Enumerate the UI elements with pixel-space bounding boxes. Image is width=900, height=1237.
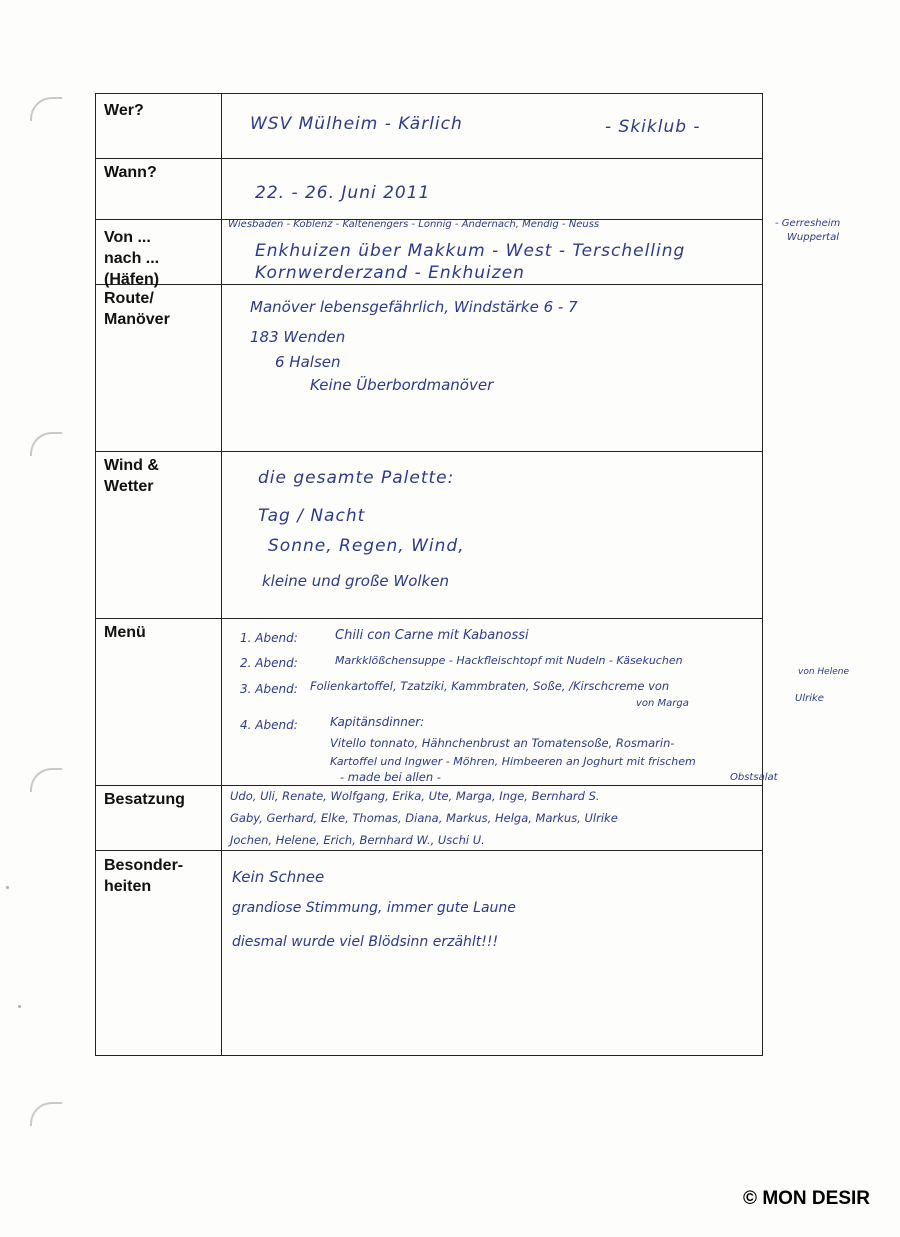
weather-label: Wind & Wetter: [104, 457, 159, 495]
who-entry: WSV Mülheim - Kärlich: [250, 114, 463, 134]
copyright-notice: © MON DESIR: [743, 1188, 870, 1209]
menu-dinner-line: Vitello tonnato, Hähnchenbrust an Tomatensoße, Rosmarin-: [330, 736, 675, 750]
menu-day: 2. Abend:: [240, 656, 298, 670]
route-label: Route/ Manöver: [104, 290, 170, 328]
route-entry: Manöver lebensgefährlich, Windstärke 6 - 7: [250, 298, 578, 316]
menu-dish: Folienkartoffel, Tzatziki, Kammbraten, Soße, /Kirschcreme von: [310, 679, 670, 693]
row-divider: [96, 451, 762, 452]
route-entry: Keine Überbordmanöver: [310, 376, 494, 394]
from-side-note: - Gerresheim: [775, 218, 841, 229]
route-entry: 183 Wenden: [250, 328, 346, 346]
punch-hole-mark: [30, 1102, 62, 1126]
menu-note: von Helene: [798, 667, 849, 677]
crew-label: Besatzung: [104, 791, 185, 808]
crew-line: Udo, Uli, Renate, Wolfgang, Erika, Ute, Marga, Inge, Bernhard S.: [230, 789, 600, 803]
who-label: Wer?: [104, 102, 144, 119]
weather-entry: Sonne, Regen, Wind,: [268, 536, 465, 556]
menu-note: Ulrike: [795, 693, 824, 704]
weather-entry: kleine und große Wolken: [262, 572, 449, 590]
from-route-entry: Kornwerderzand - Enkhuizen: [255, 263, 525, 283]
row-divider: [96, 284, 762, 285]
menu-day: 1. Abend:: [240, 631, 298, 645]
paper-speck: [6, 886, 9, 889]
from-route-entry: Enkhuizen über Makkum - West - Terschelling: [255, 241, 686, 261]
paper-speck: [18, 1005, 21, 1008]
menu-label: Menü: [104, 624, 146, 641]
punch-hole-mark: [30, 768, 62, 792]
from-to-label: Von ... nach ... (Häfen): [104, 229, 160, 288]
crew-line: Gaby, Gerhard, Elke, Thomas, Diana, Markus, Helga, Markus, Ulrike: [230, 811, 618, 825]
from-small-entry: Wiesbaden - Koblenz - Kaltenengers - Lonnig - Andernach, Mendig - Neuss: [228, 219, 600, 230]
punch-hole-mark: [30, 432, 62, 456]
when-label: Wann?: [104, 164, 157, 181]
menu-dinner-line: - made bei allen -: [340, 770, 441, 784]
menu-note: von Marga: [636, 698, 689, 709]
row-divider: [96, 785, 762, 786]
route-entry: 6 Halsen: [275, 353, 341, 371]
menu-dish: Kapitänsdinner:: [330, 715, 425, 729]
when-entry: 22. - 26. Juni 2011: [255, 183, 431, 203]
punch-hole-mark: [30, 97, 62, 121]
from-side-note: Wuppertal: [787, 232, 840, 243]
menu-dish: Markklößchensuppe - Hackfleischtopf mit Nudeln - Käsekuchen: [335, 654, 683, 667]
special-label: Besonder- heiten: [104, 857, 184, 895]
column-divider: [221, 94, 222, 1055]
menu-day: 4. Abend:: [240, 718, 298, 732]
menu-dinner-line: Kartoffel und Ingwer - Möhren, Himbeeren an Joghurt mit frischem: [330, 755, 696, 768]
row-divider: [96, 850, 762, 851]
special-entry: grandiose Stimmung, immer gute Laune: [232, 900, 516, 916]
menu-note: Obstsalat: [730, 772, 778, 783]
special-entry: Kein Schnee: [232, 868, 325, 886]
weather-entry: Tag / Nacht: [258, 506, 366, 526]
special-entry: diesmal wurde viel Blödsinn erzählt!!!: [232, 934, 499, 950]
who-club-entry: - Skiklub -: [605, 117, 701, 137]
weather-entry: die gesamte Palette:: [258, 468, 455, 488]
crew-line: Jochen, Helene, Erich, Bernhard W., Uschi U.: [230, 833, 485, 847]
row-divider: [96, 618, 762, 619]
menu-dish: Chili con Carne mit Kabanossi: [335, 628, 529, 643]
row-divider: [96, 158, 762, 159]
menu-day: 3. Abend:: [240, 682, 298, 696]
